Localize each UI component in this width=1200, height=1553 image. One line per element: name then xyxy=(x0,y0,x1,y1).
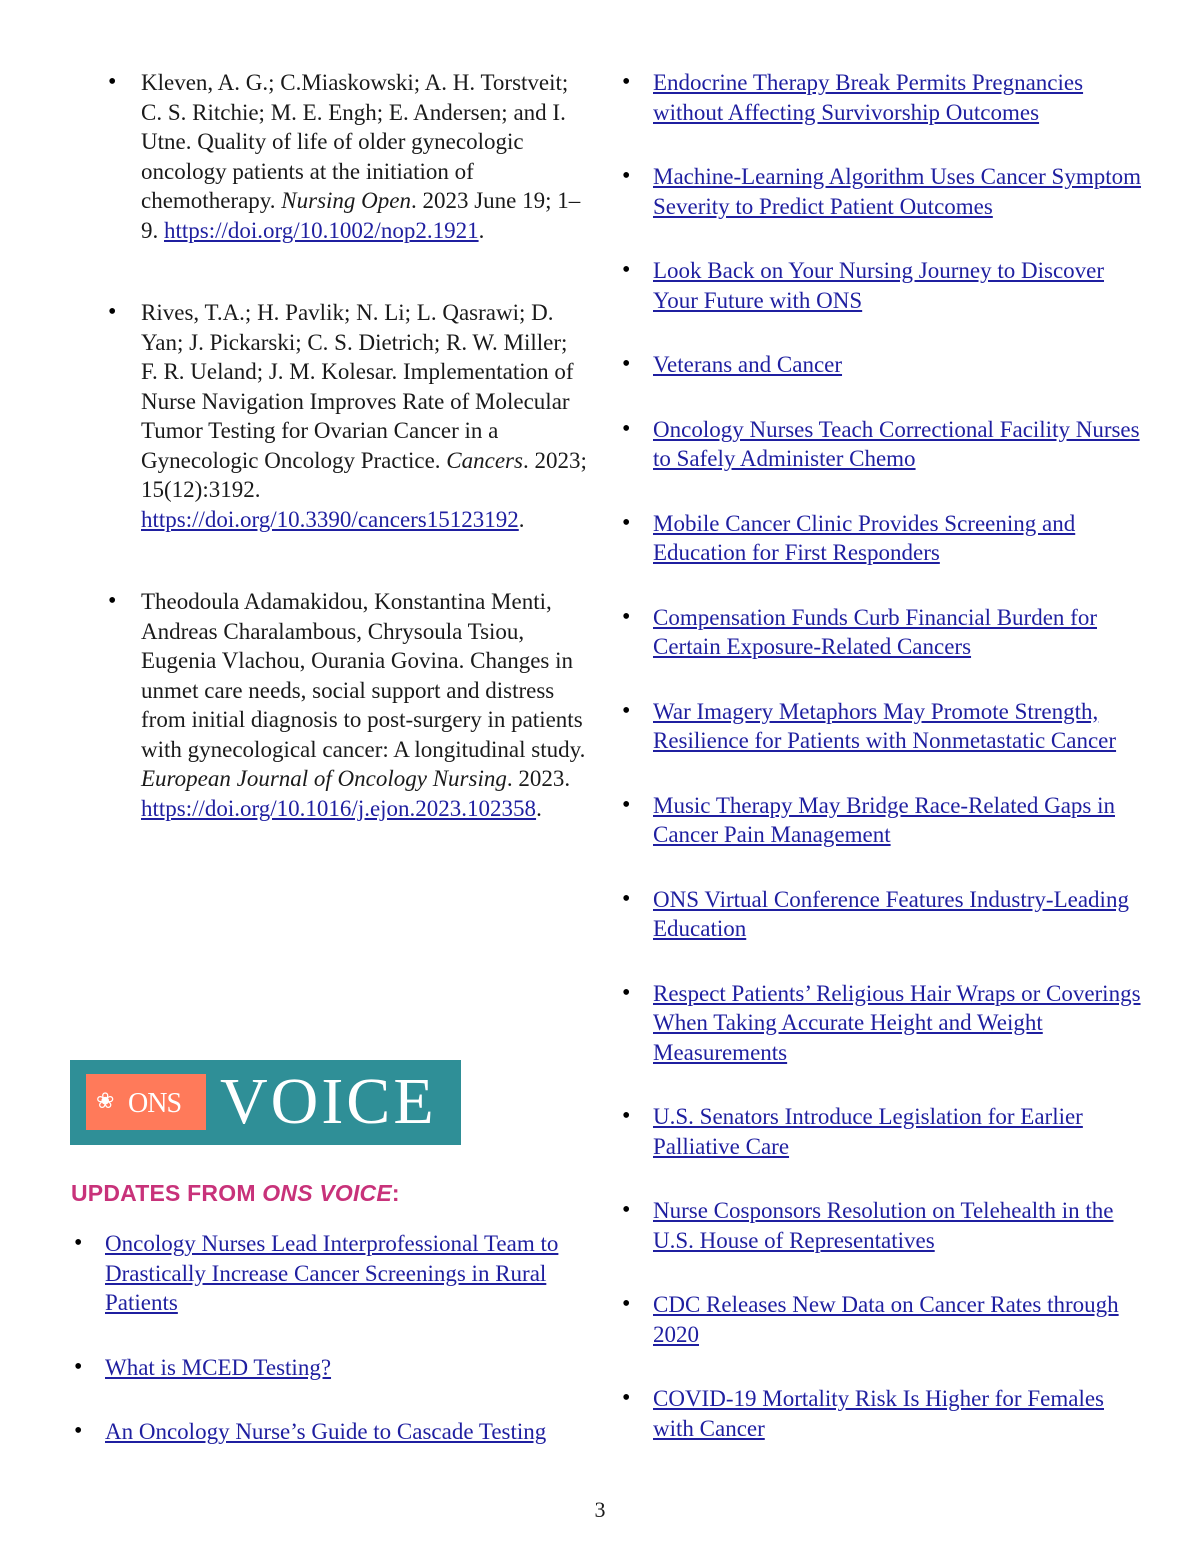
article-link[interactable]: Compensation Funds Curb Financial Burden for Certain Exposure-Related Cancers xyxy=(653,604,1097,659)
references-list xyxy=(68,68,588,823)
article-link[interactable]: Nurse Cosponsors Resolution on Telehealth in the U.S. House of Representatives xyxy=(653,1198,1114,1253)
ons-logo-text: ONS xyxy=(128,1088,182,1119)
ons-logo-badge xyxy=(86,1074,206,1130)
article-link[interactable]: Endocrine Therapy Break Permits Pregnancies without Affecting Survivorship Outcomes xyxy=(653,70,1084,125)
list-item xyxy=(616,350,1146,380)
updates-list-right xyxy=(616,68,1146,1443)
article-link[interactable]: Veterans and Cancer xyxy=(653,352,843,377)
reference-item: • Kleven, A. G.; C.Miaskowski; A. H. Torstveit; C. S. Ritchie; M. E. Engh; E. Andersen; and I. Utne. Quality of life of older gynecologic oncology patients at the initiation of chemotherapy. Nursing Open. 2023 June 19; 1– 9. https://doi.org/10.1002/nop2.1921. xyxy=(68,68,588,245)
article-link[interactable]: Oncology Nurses Teach Correctional Facility Nurses to Safely Administer Chemo xyxy=(653,416,1140,471)
list-item xyxy=(616,415,1146,474)
list-item xyxy=(616,603,1146,662)
updates-left-column xyxy=(68,1229,588,1482)
article-link[interactable]: Respect Patients’ Religious Hair Wraps or Coverings When Taking Accurate Height and Weight Measurements xyxy=(653,980,1141,1065)
doi-link[interactable]: https://doi.org/10.1016/j.ejon.2023.102358 xyxy=(141,795,537,821)
journal-name: Nursing Open xyxy=(281,188,411,213)
article-link[interactable]: COVID-19 Mortality Risk Is Higher for Females with Cancer xyxy=(653,1386,1104,1441)
ons-voice-logo xyxy=(70,1060,461,1145)
journal-name: European Journal of Oncology Nursing xyxy=(141,766,507,791)
list-item xyxy=(616,791,1146,850)
article-link[interactable]: U.S. Senators Introduce Legislation for Earlier Palliative Care xyxy=(653,1104,1083,1159)
article-link[interactable]: ONS Virtual Conference Features Industry-Leading Education xyxy=(653,886,1129,941)
list-item xyxy=(616,1290,1146,1349)
doi-link[interactable]: https://doi.org/10.3390/cancers15123192 xyxy=(141,506,519,532)
updates-right-column xyxy=(616,68,1146,1478)
list-item xyxy=(616,1384,1146,1443)
doi-link[interactable]: https://doi.org/10.1002/nop2.1921 xyxy=(164,217,479,243)
list-item xyxy=(68,1353,588,1383)
article-link[interactable]: Mobile Cancer Clinic Provides Screening and Education for First Responders xyxy=(653,510,1076,565)
article-link[interactable]: An Oncology Nurse’s Guide to Cascade Testing xyxy=(105,1419,547,1444)
reference-item: • Theodoula Adamakidou, Konstantina Menti, Andreas Charalambous, Chrysoula Tsiou, Eugenia Vlachou, Ourania Govina. Changes in unmet care needs, social support and distress from initial diagnosis to post-surgery in patients with gynecological cancer: A longitudinal study. European Journal of Oncology Nursing. 2023. https://doi.org/10.1016/j.ejon.2023.102358. xyxy=(68,587,588,823)
article-link[interactable]: What is MCED Testing? xyxy=(105,1354,332,1380)
list-item xyxy=(616,68,1146,127)
list-item xyxy=(616,697,1146,756)
article-link[interactable]: CDC Releases New Data on Cancer Rates through 2020 xyxy=(653,1292,1119,1347)
journal-name: Cancers xyxy=(446,447,523,473)
article-link[interactable]: Music Therapy May Bridge Race-Related Gaps in Cancer Pain Management xyxy=(653,792,1115,847)
updates-heading: UPDATES FROM ONS VOICE: xyxy=(71,1180,400,1206)
list-item xyxy=(616,256,1146,315)
list-item xyxy=(616,162,1146,221)
leaf-icon: ❀ xyxy=(96,1088,115,1113)
list-item xyxy=(616,1102,1146,1161)
list-item xyxy=(616,1196,1146,1255)
article-link[interactable]: Machine-Learning Algorithm Uses Cancer Symptom Severity to Predict Patient Outcomes xyxy=(653,164,1142,219)
list-item xyxy=(616,885,1146,944)
list-item xyxy=(616,979,1146,1068)
list-item xyxy=(68,1229,588,1318)
article-link[interactable]: Look Back on Your Nursing Journey to Discover Your Future with ONS xyxy=(653,258,1105,313)
voice-logo-text: VOICE xyxy=(220,1065,437,1138)
reference-item: • Rives, T.A.; H. Pavlik; N. Li; L. Qasrawi; D. Yan; J. Pickarski; C. S. Dietrich; R. W. Miller; F. R. Ueland; J. M. Kolesar. Implementation of Nurse Navigation Improves Rate of Molecular Tumor Testing for Ovarian Cancer in a Gynecologic Oncology Practice. Cancers. 2023; 15(12):3192. https://doi.org/10.3390/cancers15123192. xyxy=(68,298,588,534)
page-number: 3 xyxy=(594,1497,606,1522)
article-link[interactable]: War Imagery Metaphors May Promote Strength, Resilience for Patients with Nonmetastatic Cancer xyxy=(653,698,1117,753)
updates-list-left xyxy=(68,1229,588,1447)
references-column xyxy=(68,68,588,876)
list-item xyxy=(616,509,1146,568)
article-link[interactable]: Oncology Nurses Lead Interprofessional Team to Drastically Increase Cancer Screenings in Rural Patients xyxy=(105,1231,559,1315)
list-item xyxy=(68,1417,588,1447)
